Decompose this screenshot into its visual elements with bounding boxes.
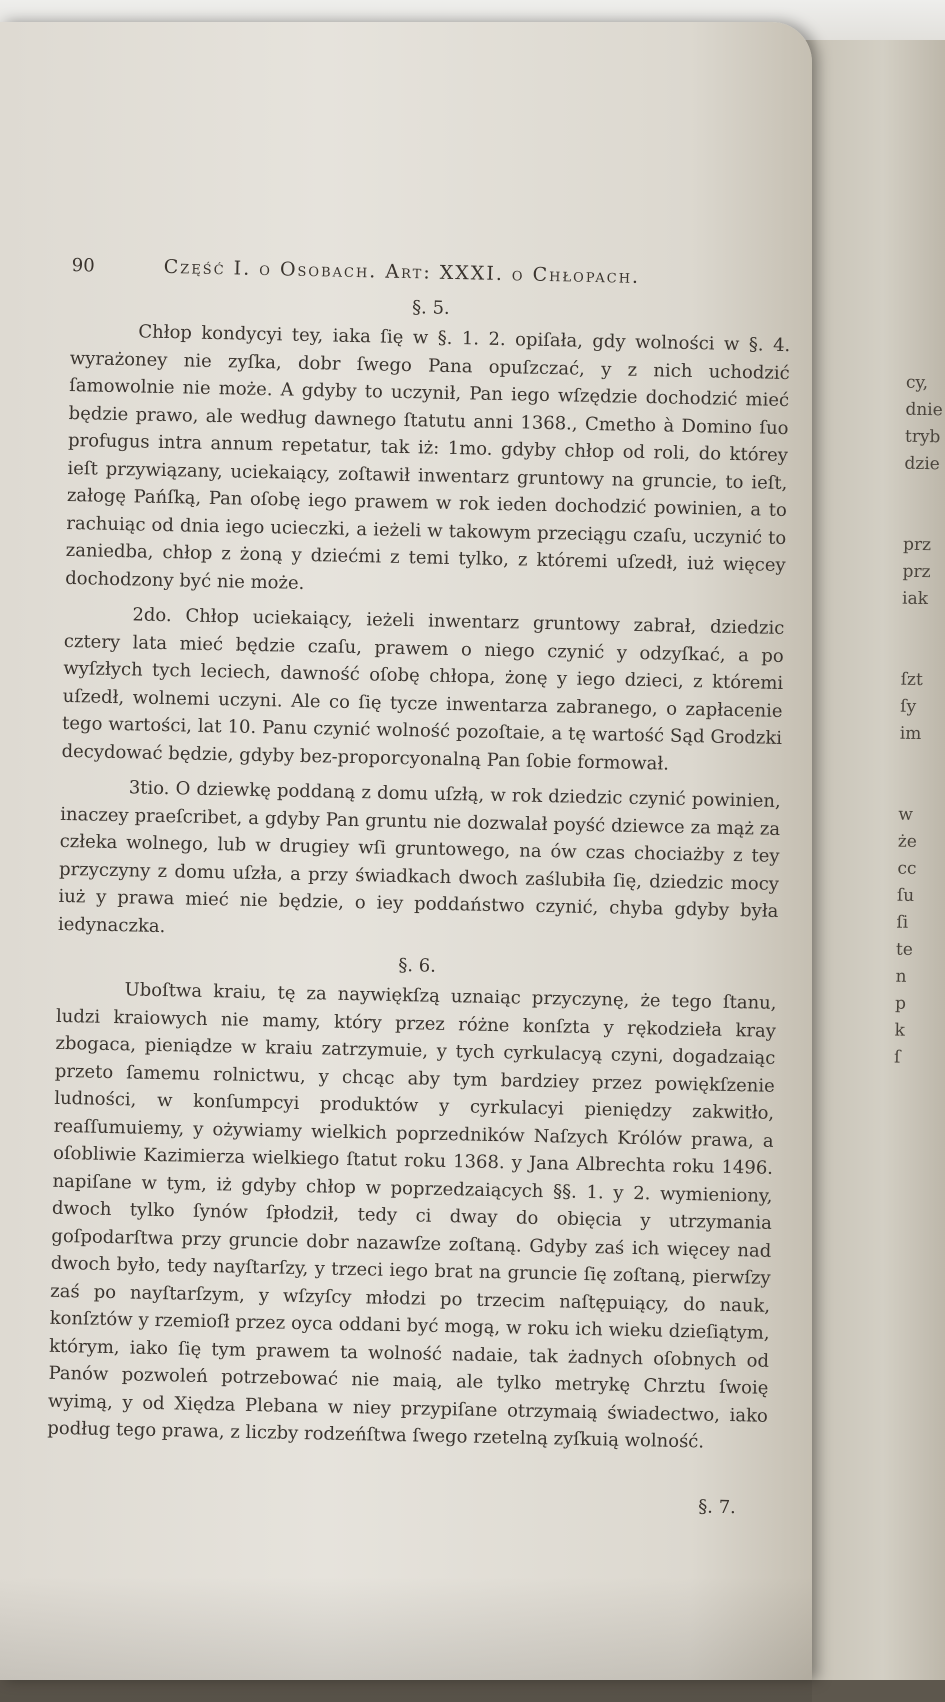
paragraph: Ubоſtwa kraiu, tę za naywiękſzą uznaiąc przyczynę, że tego ſtanu, ludzi kraiowych nie mamy, który przez różne konſzta y rękodzieła kray zbogaca, pieniądze w kraiu zatrzymuie, y tych cyrkulacyą czyni, dogadzaiąc przeto ſamemu rolnictwu, y chcąc aby tym bardziey przez powiękſzenie ludności, w konſumpcyi produktów y cyrkulacyi pieniędzy zakwitło, reaſſumuiemy, y ożywiamy wielkich poprzedników Naſzych Królów prawa, a oſobliwie Kazimierza wielkiego ſtatut roku 1368. y Jana Albrechta roku 1496. napiſane w tym, iż gdyby chłop w poprzedzaiących §§. 1. y 2. wymieniony, dwoch tylko ſynów ſpłodził, tedy ci dway do obięcia y utrzymania goſpodarſtwa przy gruncie dobr nazawſze zoſtaną. Gdyby zaś ich więcey nad dwoch było, tedy nayſtarſzy, y trzeci iego brat na gruncie ſię zoſtaną, pierwſzy zaś po nayſtarſzym, y wſzyſcy młodzi po trzecim naſtępuiący, do nauk, konſztów y rzemioſł przez oyca oddani być mogą, w roku ich wieku dzieſiątym, którym, iako ſię tym prawem ta wolność nadaie, tak żadnych oſobnych od Panów pozwoleń potrzebować nie maią, ale tylko metrykę Chrztu ſwoię wyimą, y od Xiędza Plebana w niey przypiſane otrzymaią świadectwo, iako podług tego prawa, z liczby rodzeńſtwa ſwego rzetelną zyſkuią wolność.	[47, 979, 777, 1453]
section-6	[47, 948, 777, 1457]
next-page-line: ſu	[896, 885, 915, 906]
next-page-line: dzie	[904, 453, 941, 475]
page-shadow	[0, 1577, 812, 1702]
next-page-line: cy,	[905, 372, 929, 394]
page-content	[46, 254, 792, 1518]
next-page-line: dnie	[905, 399, 943, 421]
paragraph: Chłop kondycyi tey, iaka ſię w §. 1. 2. opiſała, gdy wolności w §. 4. wyrażoney nie zyſka, dobr ſwego Pana opuſzczać, y z nich uchodzić ſamowolnie nie może. A gdyby to uczynił, Pan iego wſzędzie dochodzić mieć będzie prawo, ale według dawnego ſtatutu anni 1368., Cmetho à Domino ſuo profugus intra annum repetatur, tak iż: 1mo. gdyby chłop od roli, do którey ieſt przywiązany, uciekaiący, zoſtawił inwentarz gruntowy na gruncie, to ieſt, załogę Pańſką, Pan oſobę iego prawem w rok ieden dochodzić powinien, a to rachuiąc od dnia iego ucieczki, a ieżeli w takowym przeciągu czaſu, uczynić to zaniedba, chłop z żoną y dziećmi z temi tylko, z któremi uſzedł, iuż więcey dochodzony być nie może.	[64, 321, 791, 594]
next-page-line	[901, 613, 945, 641]
section-mark: §. 5.	[411, 297, 450, 319]
next-page-line: cc	[897, 858, 917, 879]
next-page-line: że	[897, 831, 918, 852]
next-page-line	[904, 478, 945, 506]
next-page-line: tryb	[904, 426, 941, 448]
next-page-line	[899, 775, 944, 803]
book-page	[0, 22, 812, 1680]
section-5	[58, 290, 791, 953]
paragraph: 2do. Chłop uciekaiący, ieżeli inwentarz gruntowy zabrał, dziedzic cztery lata mieć będzie czaſu, prawem o niego czynić y odzyſkać, a po wyſzłych tych leciech, dawność oſobę chłopa, żonę y iego dzieci, z któremi uſzedł, wolnemi uczyni. Ale co ſię tycze inwentarza zabranego, o zapłacenie tego wartości, lat 10. Panu czynić wolność pozoſtaie, a tę wartość Sąd Grodzki decydować będzie, gdyby bez-proporcyonalną Pan ſobie formował.	[61, 604, 785, 775]
page-header	[72, 254, 792, 291]
next-page-line	[903, 505, 945, 533]
section-mark: §. 6.	[398, 954, 437, 977]
next-page-line: prz	[902, 561, 931, 583]
paragraph: 3tio. O dziewkę poddaną z domu uſzłą, w rok dziedzic czynić powinien, inaczey praeſcribet, a gdyby Pan gruntu nie dozwalał poyść dziewce za mąż za człeka wolnego, lub w drugiey wſi gruntowego, na ów czas chociażby z tey przyczyny z domu uſzła, a przy świadkach dwoch zaślubiła ſię, dziedzic mocy iuż y prawa mieć nie będzie, o iey poddaństwo czynić, chyba gdyby była iedynaczka.	[57, 777, 781, 937]
next-page-line: ſ	[893, 1047, 901, 1068]
catchword: §. 7.	[698, 1495, 737, 1518]
next-page-line	[901, 640, 945, 668]
next-page-line: n	[895, 966, 907, 987]
next-page-line: te	[895, 939, 914, 960]
next-page-line: im	[899, 723, 922, 744]
next-page-line: iak	[901, 588, 929, 610]
next-page-line: p	[894, 993, 907, 1014]
running-head: Część I. o Osobach. Art: XXXI. o Chłopach.	[163, 255, 641, 288]
next-page-line: w	[898, 804, 914, 825]
next-page-line: prz	[902, 534, 932, 556]
page-number: 90	[71, 254, 95, 277]
next-page-line: ſi	[896, 912, 909, 933]
next-page-line	[899, 748, 944, 776]
next-page-line: k	[894, 1020, 906, 1041]
next-page-line: ſy	[900, 696, 917, 717]
next-page-line: ſzt	[900, 669, 923, 690]
